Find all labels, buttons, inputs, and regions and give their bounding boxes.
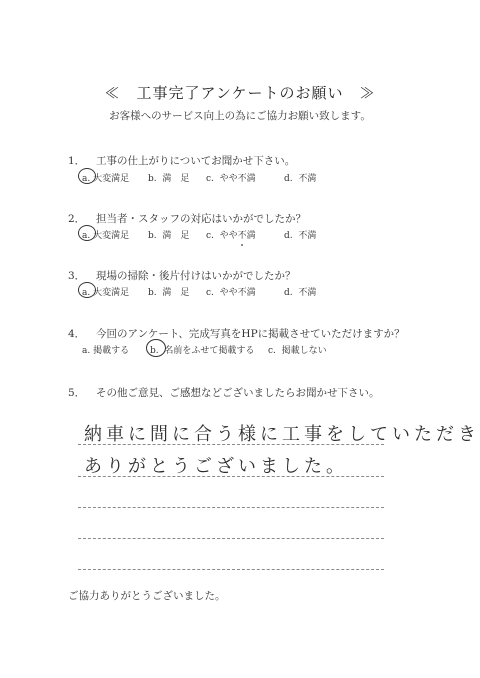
- question-4: [68, 326, 405, 341]
- comment-rule: [78, 538, 384, 539]
- page-title: ≪ 工事完了アンケートのお願い ≫: [104, 84, 376, 102]
- question-number: 4．: [68, 328, 86, 340]
- option-b[interactable]: b. 名前をふせて掲載する: [150, 346, 255, 356]
- option-c[interactable]: c. やや不満: [206, 174, 256, 184]
- option-b[interactable]: b. 満 足: [148, 288, 190, 298]
- handwritten-comment-line-1: 納車に間に合う様に工事をしていただき: [84, 424, 480, 445]
- comment-rule: [78, 507, 384, 508]
- question-5: [68, 385, 380, 400]
- option-a[interactable]: a. 大変満足: [82, 288, 130, 298]
- question-number: 3．: [68, 270, 86, 282]
- option-c[interactable]: c. やや不満: [206, 231, 256, 241]
- question-1: [68, 153, 295, 168]
- closing-message: ご協力ありがとうございました。: [68, 590, 226, 602]
- question-number: 2．: [68, 213, 86, 225]
- comment-rule: [78, 569, 384, 570]
- option-b[interactable]: b. 満 足: [148, 174, 190, 184]
- handwritten-comment-line-2: ありがとうございました。: [84, 456, 348, 477]
- comment-rule: [78, 444, 384, 445]
- page-subtitle: お客様へのサービス向上の為にご協力お願い致します。: [109, 110, 371, 122]
- question-2: [68, 211, 306, 226]
- question-number: 5．: [68, 387, 86, 399]
- question-number: 1．: [68, 155, 86, 167]
- question-text: その他ご意見、ご感想などございましたらお聞かせ下さい。: [96, 387, 380, 399]
- question-text: 担当者・スタッフの対応はいかがでしたか？: [96, 213, 306, 225]
- option-d[interactable]: d. 不満: [284, 231, 317, 241]
- comment-rule: [78, 476, 384, 477]
- option-a[interactable]: a. 大変満足: [82, 174, 130, 184]
- option-b[interactable]: b. 満 足: [148, 231, 190, 241]
- option-d[interactable]: d. 不満: [284, 288, 317, 298]
- question-text: 現場の掃除・後片付けはいかがでしたか？: [96, 270, 296, 282]
- option-c[interactable]: c. やや不満: [206, 288, 256, 298]
- scan-speck: [241, 244, 243, 246]
- option-a[interactable]: a. 掲載する: [82, 346, 130, 356]
- question-text: 工事の仕上がりについてお聞かせ下さい。: [96, 155, 296, 167]
- option-c[interactable]: c. 掲載しない: [268, 346, 327, 356]
- question-text: 今回のアンケート、完成写真をHPに掲載させていただけますか？: [96, 328, 405, 340]
- option-a[interactable]: a. 大変満足: [82, 231, 130, 241]
- question-3: [68, 268, 296, 283]
- option-d[interactable]: d. 不満: [284, 174, 317, 184]
